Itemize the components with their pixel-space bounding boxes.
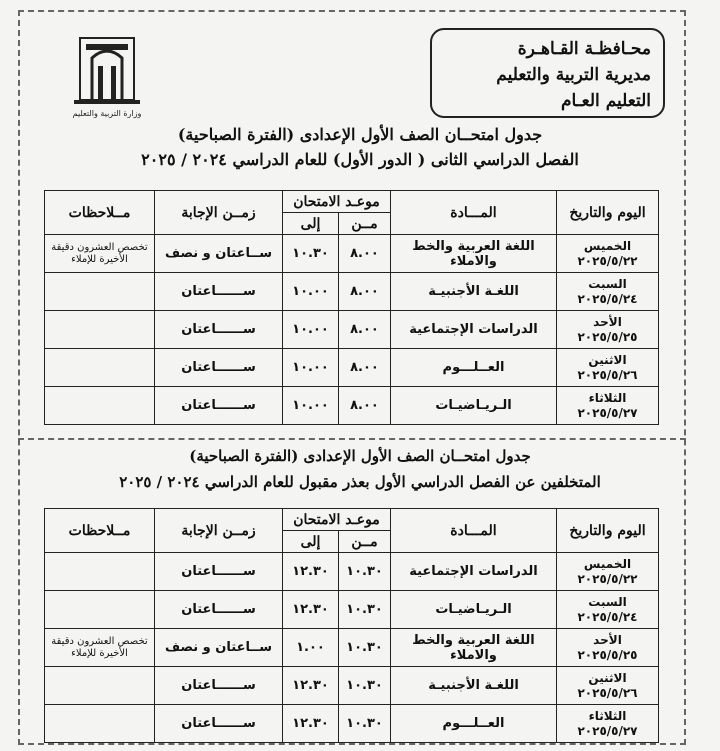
header-exam-time: موعـد الامتحان bbox=[283, 191, 391, 213]
note-cell bbox=[45, 553, 155, 591]
duration-cell: ســــــاعتان bbox=[155, 273, 283, 311]
ministry-logo-icon bbox=[62, 30, 152, 122]
to-cell: ١٠.٠٠ bbox=[283, 273, 339, 311]
exam-date: ٢٠٢٥/٥/٢٤ bbox=[577, 609, 638, 624]
duration-cell: ســــــاعتان bbox=[155, 553, 283, 591]
to-cell: ١٢.٣٠ bbox=[283, 553, 339, 591]
day-cell bbox=[557, 629, 659, 667]
from-cell: ١٠.٣٠ bbox=[339, 629, 391, 667]
exam-date: ٢٠٢٥/٥/٢٥ bbox=[577, 329, 638, 344]
day-cell bbox=[557, 311, 659, 349]
duration-cell: ســاعتان و نصف bbox=[155, 235, 283, 273]
note-cell bbox=[45, 349, 155, 387]
note-cell bbox=[45, 273, 155, 311]
directorate-header bbox=[430, 28, 665, 118]
note-cell bbox=[45, 705, 155, 743]
to-cell: ١.٠٠ bbox=[283, 629, 339, 667]
exam-date: ٢٠٢٥/٥/٢٤ bbox=[577, 291, 638, 306]
exam-date: ٢٠٢٥/٥/٢٧ bbox=[577, 405, 638, 420]
day-cell bbox=[557, 387, 659, 425]
header-duration: زمــن الإجابة bbox=[155, 191, 283, 235]
header-notes: مــلاحظات bbox=[45, 191, 155, 235]
note-cell bbox=[45, 667, 155, 705]
table-row bbox=[45, 311, 659, 349]
day-name: السبت bbox=[588, 594, 627, 609]
day-name: الخميس bbox=[583, 238, 632, 253]
day-name: السبت bbox=[588, 276, 627, 291]
header-duration: زمــن الإجابة bbox=[155, 509, 283, 553]
header-subject: المـــادة bbox=[391, 191, 557, 235]
header-from: مــن bbox=[339, 213, 391, 235]
header-department: التعليم العـام bbox=[560, 91, 651, 111]
header-day: اليوم والتاريخ bbox=[557, 191, 659, 235]
exam-date: ٢٠٢٥/٥/٢٢ bbox=[577, 571, 638, 586]
from-cell: ٨.٠٠ bbox=[339, 311, 391, 349]
day-cell bbox=[557, 273, 659, 311]
day-cell bbox=[557, 591, 659, 629]
day-cell bbox=[557, 235, 659, 273]
from-cell: ٨.٠٠ bbox=[339, 235, 391, 273]
day-cell bbox=[557, 705, 659, 743]
schedule-body-2 bbox=[45, 553, 659, 743]
note-cell bbox=[45, 311, 155, 349]
day-cell bbox=[557, 349, 659, 387]
to-cell: ١٠.٠٠ bbox=[283, 387, 339, 425]
from-cell: ١٠.٣٠ bbox=[339, 705, 391, 743]
day-name: الأحد bbox=[593, 632, 622, 647]
exam-date: ٢٠٢٥/٥/٢٥ bbox=[577, 647, 638, 662]
subject-cell: الـريـاضيـات bbox=[391, 387, 557, 425]
to-cell: ١٢.٣٠ bbox=[283, 591, 339, 629]
header-to: إلى bbox=[283, 531, 339, 553]
table-row bbox=[45, 235, 659, 273]
day-name: الأحد bbox=[593, 314, 622, 329]
subject-cell: اللغة العربية والخط والاملاء bbox=[391, 235, 557, 273]
header-from: مــن bbox=[339, 531, 391, 553]
subject-cell: اللغة العربية والخط والاملاء bbox=[391, 629, 557, 667]
header-governorate: محـافظـة القـاهـرة bbox=[517, 39, 651, 59]
section1-title: جدول امتحــان الصف الأول الإعدادى (الفترة الصباحية) bbox=[177, 125, 543, 144]
exam-date: ٢٠٢٥/٥/٢٧ bbox=[577, 723, 638, 738]
duration-cell: ســــــاعتان bbox=[155, 591, 283, 629]
subject-cell: الدراسات الإجتماعية bbox=[391, 311, 557, 349]
schedule-body-1 bbox=[45, 235, 659, 425]
table-row bbox=[45, 349, 659, 387]
from-cell: ٨.٠٠ bbox=[339, 273, 391, 311]
duration-cell: ســــــاعتان bbox=[155, 667, 283, 705]
subject-cell: الدراسات الإجتماعية bbox=[391, 553, 557, 591]
duration-cell: ســــــاعتان bbox=[155, 705, 283, 743]
note-cell: تخصص العشرون دقيقة الأخيرة للإملاء bbox=[45, 629, 155, 667]
to-cell: ١٠.٠٠ bbox=[283, 349, 339, 387]
table-row bbox=[45, 591, 659, 629]
note-cell: تخصص العشرون دقيقة الأخيرة للإملاء bbox=[45, 235, 155, 273]
to-cell: ١٠.٠٠ bbox=[283, 311, 339, 349]
exam-date: ٢٠٢٥/٥/٢٦ bbox=[577, 367, 638, 382]
day-cell bbox=[557, 667, 659, 705]
table-row bbox=[45, 705, 659, 743]
section-divider bbox=[18, 438, 686, 440]
header-day: اليوم والتاريخ bbox=[557, 509, 659, 553]
subject-cell: اللغـة الأجنبيـة bbox=[391, 273, 557, 311]
header-exam-time: موعـد الامتحان bbox=[283, 509, 391, 531]
section2-title: جدول امتحــان الصف الأول الإعدادى (الفترة الصباحية) bbox=[189, 447, 531, 465]
from-cell: ١٠.٣٠ bbox=[339, 591, 391, 629]
subject-cell: العــلـــوم bbox=[391, 705, 557, 743]
duration-cell: ســــــاعتان bbox=[155, 311, 283, 349]
day-name: الثلاثاء bbox=[588, 390, 627, 405]
schedule-table-2 bbox=[44, 508, 659, 743]
exam-date: ٢٠٢٥/٥/٢٢ bbox=[577, 253, 638, 268]
table-row bbox=[45, 629, 659, 667]
to-cell: ١٠.٣٠ bbox=[283, 235, 339, 273]
to-cell: ١٢.٣٠ bbox=[283, 667, 339, 705]
note-cell bbox=[45, 387, 155, 425]
from-cell: ١٠.٣٠ bbox=[339, 553, 391, 591]
table-row bbox=[45, 387, 659, 425]
day-name: الخميس bbox=[583, 556, 632, 571]
section2-subtitle: المتخلفين عن الفصل الدراسي الأول بعذر مقبول للعام الدراسي ٢٠٢٤ / ٢٠٢٥ bbox=[119, 473, 601, 491]
note-cell bbox=[45, 591, 155, 629]
table-row bbox=[45, 273, 659, 311]
logo-caption: وزارة التربية والتعليم bbox=[72, 109, 142, 118]
table-row bbox=[45, 667, 659, 705]
header-directorate: مديرية التربية والتعليم bbox=[496, 65, 651, 85]
schedule-table-1 bbox=[44, 190, 659, 425]
header-notes: مــلاحظات bbox=[45, 509, 155, 553]
day-cell bbox=[557, 553, 659, 591]
table-row bbox=[45, 553, 659, 591]
to-cell: ١٢.٣٠ bbox=[283, 705, 339, 743]
from-cell: ١٠.٣٠ bbox=[339, 667, 391, 705]
subject-cell: اللغـة الأجنبيـة bbox=[391, 667, 557, 705]
day-name: الثلاثاء bbox=[588, 708, 627, 723]
header-to: إلى bbox=[283, 213, 339, 235]
from-cell: ٨.٠٠ bbox=[339, 387, 391, 425]
section1-subtitle: الفصل الدراسي الثانى ( الدور الأول) للعام الدراسي ٢٠٢٤ / ٢٠٢٥ bbox=[141, 150, 579, 169]
duration-cell: ســاعتان و نصف bbox=[155, 629, 283, 667]
exam-date: ٢٠٢٥/٥/٢٦ bbox=[577, 685, 638, 700]
day-name: الاثنين bbox=[588, 670, 627, 685]
header-subject: المـــادة bbox=[391, 509, 557, 553]
duration-cell: ســــــاعتان bbox=[155, 349, 283, 387]
from-cell: ٨.٠٠ bbox=[339, 349, 391, 387]
duration-cell: ســــــاعتان bbox=[155, 387, 283, 425]
subject-cell: العــلـــوم bbox=[391, 349, 557, 387]
subject-cell: الـريـاضيـات bbox=[391, 591, 557, 629]
day-name: الاثنين bbox=[588, 352, 627, 367]
